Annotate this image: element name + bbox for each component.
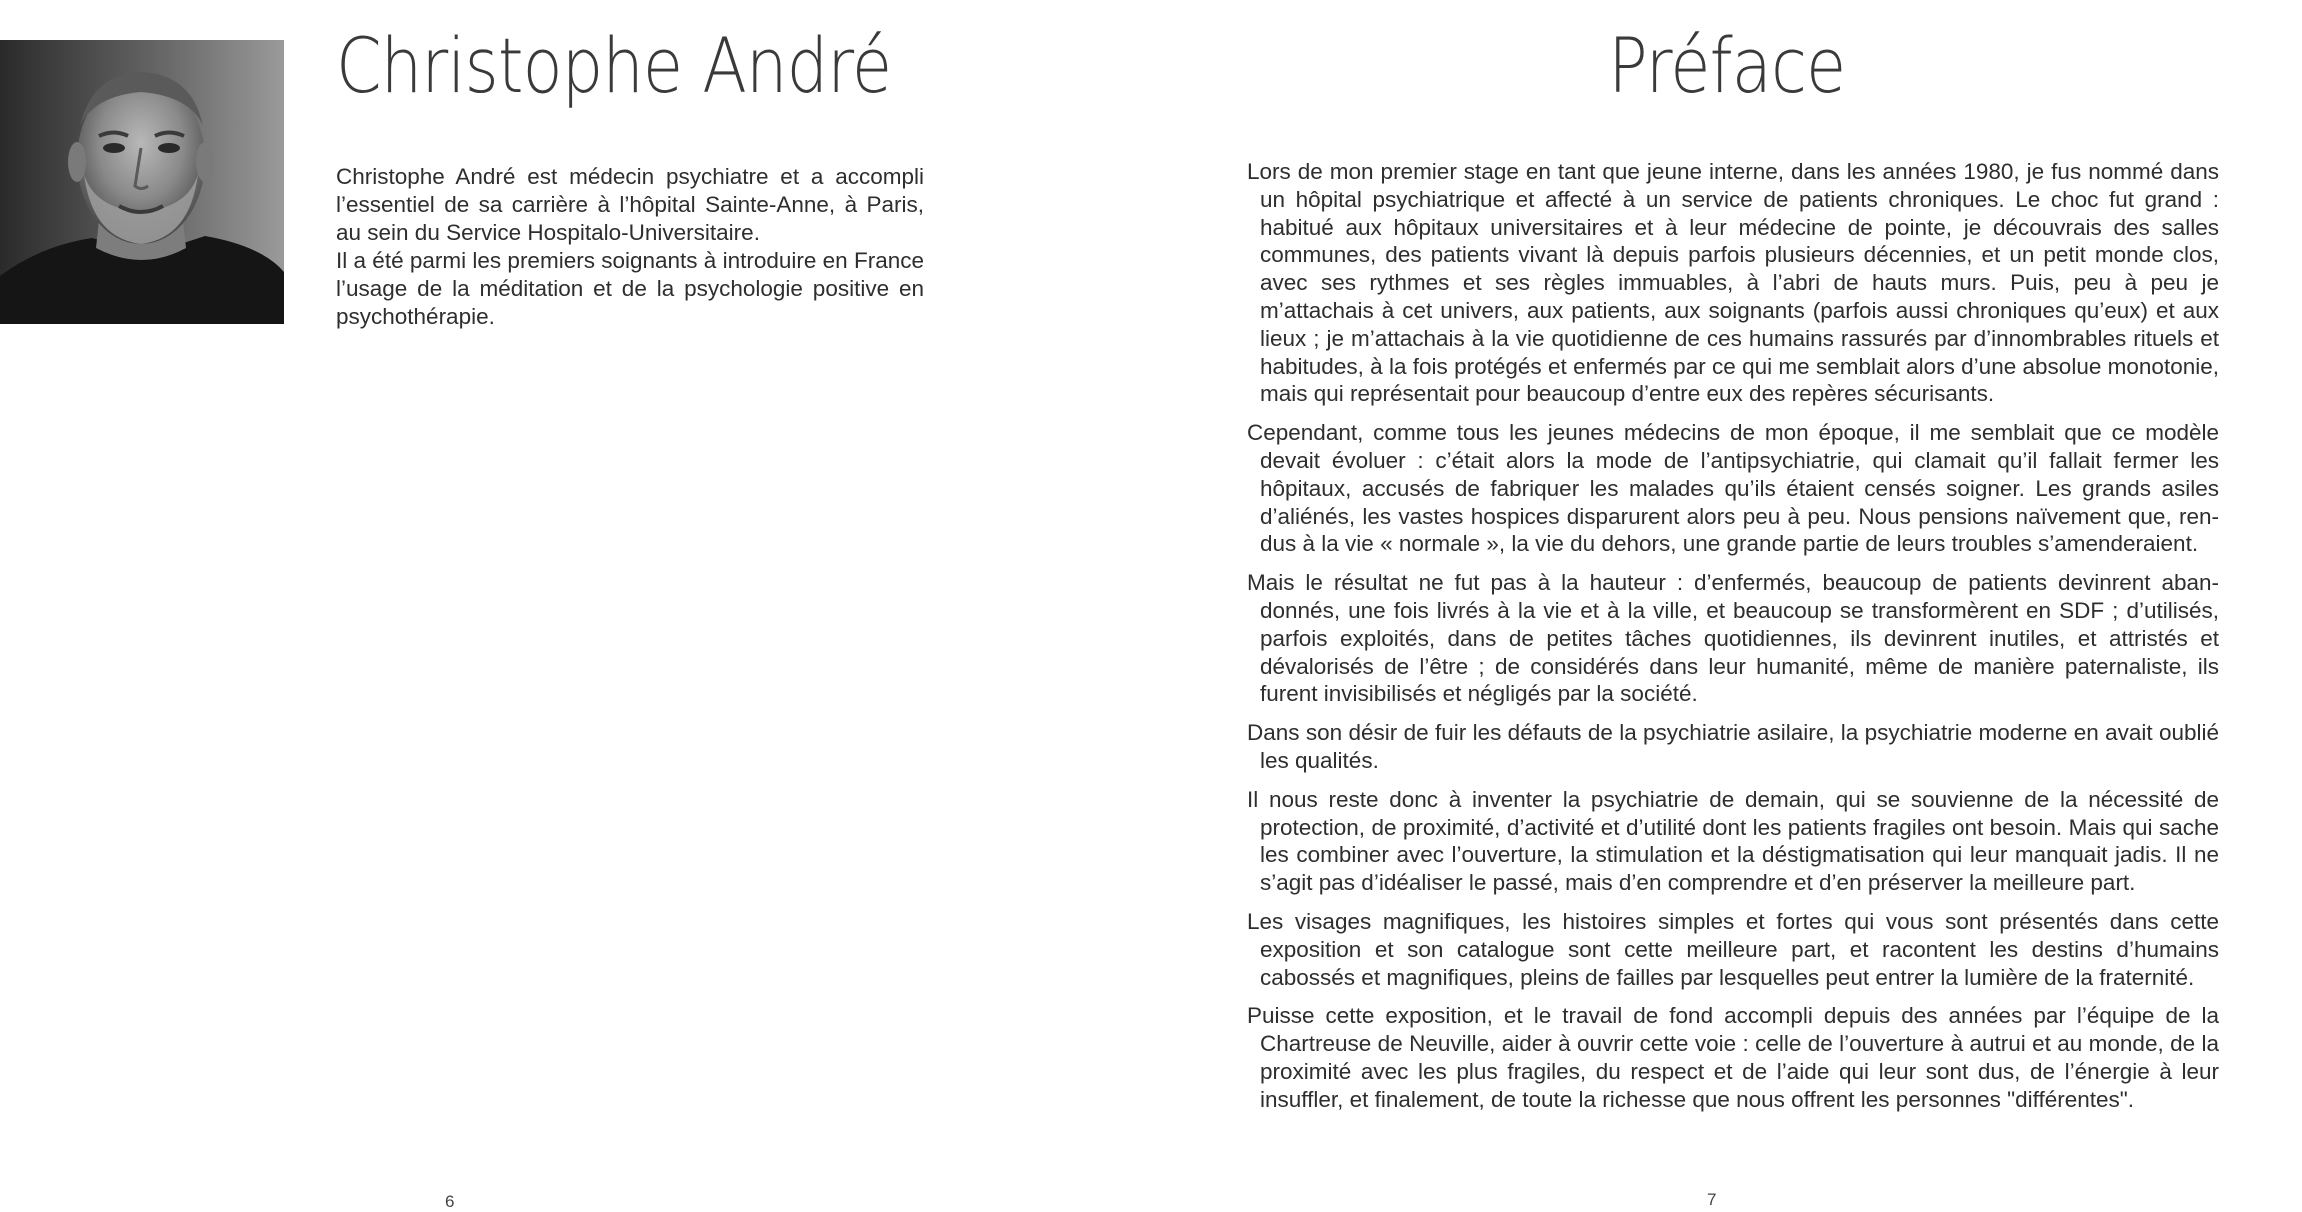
left-page [0,0,1151,1211]
page-number-right: 7 [1707,1190,1717,1209]
preface-paragraph: Il nous reste donc à inventer la psychiatrie de demain, qui se souvienne de la nécessité de protection, de proximité, d’activité et d’utilité dont les patients fragiles ont besoin. Mais qui sache les combiner avec l’ouverture, la stimulation et la déstigmatisation qui leur manquait jadis. Il ne s’agit pas d’idéaliser le passé, mais d’en comprendre et d’en préserver la meilleure part. [1247,786,2219,896]
preface-paragraph: Les visages magnifiques, les histoires simples et fortes qui vous sont présentés dans cette exposition et son catalogue sont cette meilleure part, et racontent les destins d’humains cabossés et magnifiques, pleins de failles par lesquelles peut entrer la lumière de la fraternité. [1247,908,2219,990]
preface-paragraph: Cependant, comme tous les jeunes médecins de mon époque, il me semblait que ce modèle devait évoluer : c’était alors la mode de l’antipsychiatrie, qui clamait qu’il fallait fermer les hôpitaux, accusés de fabriquer les malades qu’ils étaient censés soigner. Les grands asiles d’aliénés, les vastes hospices disparurent alors peu à peu. Nous pensions naïvement que, ren- dus à la vie « normale », la vie du dehors, une grande partie de leurs troubles s’amenderaient. [1247,420,2219,557]
bio-paragraph: Il a été parmi les premiers soignants à introduire en France l’usage de la méditation et de la psychologie positive en psychothérapie. [336,248,924,329]
author-portrait [0,40,284,324]
preface-paragraph: Lors de mon premier stage en tant que jeune interne, dans les années 1980, je fus nommé dans un hôpital psychiatrique et affecté à un service de patients chroniques. Le choc fut grand : habitué aux hôpitaux universitaires et à leur médecine de pointe, je découvrais des salles communes, des patients vivant là depuis parfois plusieurs décennies, et un petit monde clos, avec ses rythmes et ses règles immuables, à l’abri de hauts murs. Puis, peu à peu je m’attachais à cet univers, aux patients, aux soignants (parfois aussi chroniques qu’eux) et aux lieux ; je m’attachais à la vie quotidienne de ces humains rassurés par d’innombrables rituels et habitudes, à la fois protégés et enfermés par ce qui me semblait alors d’une absolue monotonie, mais qui représentait pour beaucoup d’entre eux des repères sécurisants. [1247,159,2219,407]
bio-paragraph: Christophe André est médecin psychiatre et a accompli l’essentiel de sa carrière à l’hôpital Sainte-Anne, à Paris, au sein du Service Hospitalo-Universitaire. [336,164,924,245]
author-bio [336,163,924,331]
preface-paragraph: Mais le résultat ne fut pas à la hauteur : d’enfermés, beaucoup de patients devinrent aban- donnés, une fois livrés à la vie et à la ville, et beaucoup se transformèrent en SDF ; d’utilisés, parfois exploités, dans de petites tâches quotidiennes, ils devinrent inutiles, et attristés et dévalorisés de l’être ; de considérés dans leur humanité, même de manière paternaliste, ils furent invisibilisés et négligés par la société. [1247,570,2219,707]
preface-heading-text: Préface [1607,21,1846,110]
preface-paragraph: Puisse cette exposition, et le travail de fond accompli depuis des années par l’équipe de la Chartreuse de Neuville, aider à ouvrir cette voie : celle de l’ouverture à autrui et au monde, de la proximité avec les plus fragiles, du respect et de l’aide qui leur sont dus, de l’énergie à leur insuffler, et finalement, de toute la richesse que nous offrent les personnes "différentes". [1247,1003,2219,1112]
preface-body [1247,158,2219,1125]
author-name-heading: Christophe André [336,21,892,110]
right-page [1151,0,2302,1207]
preface-paragraph: Dans son désir de fuir les défauts de la psychiatrie asilaire, la psychiatrie moderne en avait oublié les qualités. [1247,720,2219,773]
page-number-left: 6 [445,1192,455,1211]
portrait-illustration [0,40,284,324]
preface-heading [1151,20,2302,111]
